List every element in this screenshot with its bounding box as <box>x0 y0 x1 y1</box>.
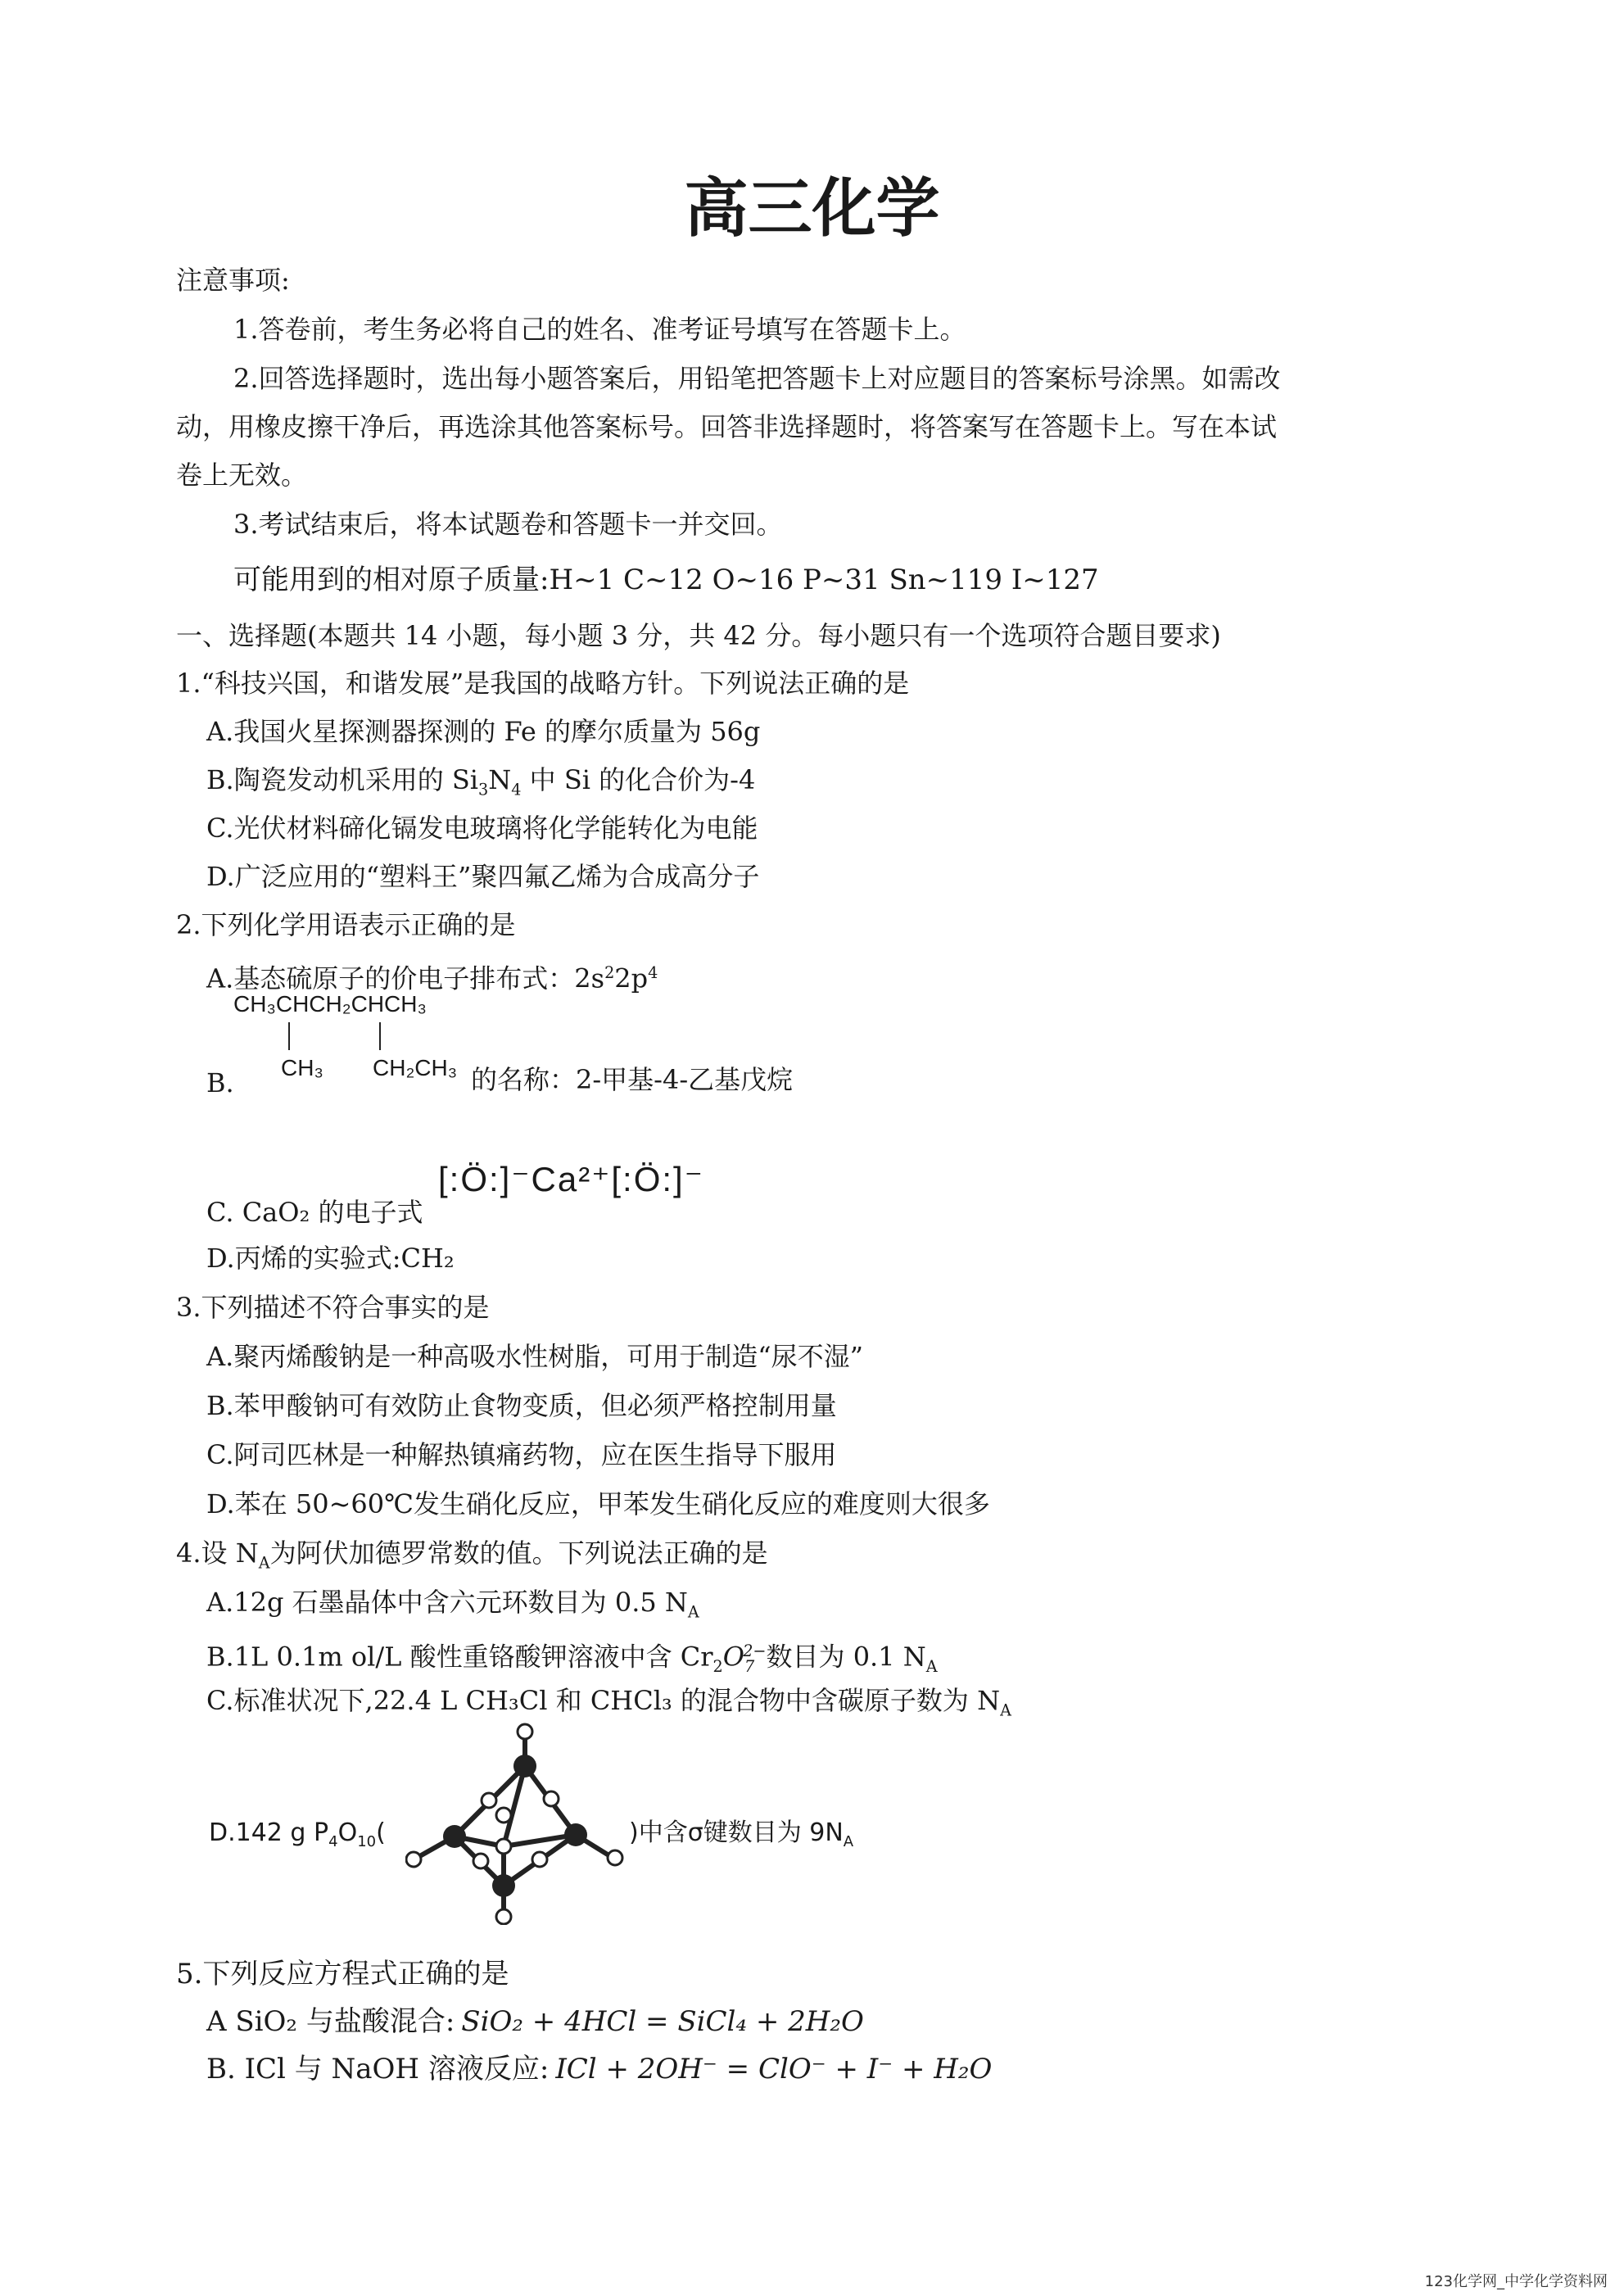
q4-option-c: C.标准状况下,22.4 L CH₃Cl 和 CHCl₃ 的混合物中含碳原子数为 $N_A$ <box>206 1685 1011 1720</box>
footer-watermark: 123化学网_中学化学资料网 <box>1424 2273 1608 2290</box>
section-heading: 一、选择题(本题共 14 小题，每小题 3 分，共 42 分。每小题只有一个选项符合题目要求) <box>176 620 1221 651</box>
q2-structure-bond-right <box>379 1022 381 1050</box>
q1-option-b: B.陶瓷发动机采用的 $Si_3N_4$ 中 Si 的化合价为-4 <box>206 764 756 799</box>
q1-option-c: C.光伏材料碲化镉发电玻璃将化学能转化为电能 <box>206 813 758 844</box>
q2-option-b-label: B. <box>206 1067 234 1098</box>
q2-option-c-electron-formula: [:Ö:]⁻Ca²⁺[:Ö:]⁻ <box>438 1160 704 1198</box>
q1-option-a: A.我国火星探测器探测的 Fe 的摩尔质量为 56g <box>206 716 761 747</box>
q4-option-b: B.1L 0.1m ol/L 酸性重铬酸钾溶液中含 $Cr_2O_7^{2-}$数目为 0.1 $N_A$ <box>206 1641 938 1677</box>
q2-option-a: A.基态硫原子的价电子排布式：$2s^22p^4$ <box>206 962 658 994</box>
q2-option-c-label: C. CaO₂ 的电子式 <box>206 1197 423 1228</box>
q1-stem: 1.“科技兴国，和谐发展”是我国的战略方针。下列说法正确的是 <box>176 668 910 699</box>
q3-option-a: A.聚丙烯酸钠是一种高吸水性树脂，可用于制造“尿不湿” <box>206 1341 864 1372</box>
p4o10-oxygen-atoms <box>406 1724 622 1924</box>
notice-item-2-end: 卷上无效。 <box>176 460 308 491</box>
notice-item-2: 2.回答选择题时，选出每小题答案后，用铅笔把答题卡上对应题目的答案标号涂黑。如需改 <box>233 363 1281 394</box>
q3-option-d: D.苯在 50~60℃发生硝化反应，甲苯发生硝化反应的难度则大很多 <box>206 1488 990 1519</box>
q4-stem: 4.设 $N_A$为阿伏加德罗常数的值。下列说法正确的是 <box>176 1537 768 1573</box>
q3-option-c: C.阿司匹林是一种解热镇痛药物，应在医生指导下服用 <box>206 1439 837 1470</box>
q2-option-b-text: 的名称：2-甲基-4-乙基戊烷 <box>471 1064 794 1095</box>
q2-stem: 2.下列化学用语表示正确的是 <box>176 909 516 940</box>
page-title: 高三化学 <box>684 172 940 246</box>
q4-option-d-post: )中含σ键数目为 $9N_A$ <box>629 1818 854 1850</box>
notice-item-2-cont: 动，用橡皮擦干净后，再选涂其他答案标号。回答非选择题时，将答案写在答题卡上。写在本试 <box>176 411 1278 442</box>
q3-option-b: B.苯甲酸钠可有效防止食物变质，但必须严格控制用量 <box>206 1390 837 1421</box>
q2-structure-branch-right: CH₂CH₃ <box>373 1055 458 1080</box>
notice-item-3: 3.考试结束后，将本试题卷和答题卡一并交回。 <box>233 509 783 540</box>
q4-option-d-pre: D.142 g $P_4O_{10}$( <box>209 1818 386 1850</box>
q2-structure-bond-left <box>288 1022 290 1050</box>
q1-option-d: D.广泛应用的“塑料王”聚四氟乙烯为合成高分子 <box>206 861 760 892</box>
q5-stem: 5.下列反应方程式正确的是 <box>176 1958 509 1990</box>
atomic-masses: 可能用到的相对原子质量:H~1 C~12 O~16 P~31 Sn~119 I~127 <box>233 564 1099 596</box>
q2-option-d: D.丙烯的实验式:CH₂ <box>206 1243 455 1274</box>
q2-structure-branch-left: CH₃ <box>281 1055 323 1080</box>
notice-item-1: 1.答卷前，考生务必将自己的姓名、准考证号填写在答题卡上。 <box>233 314 966 345</box>
q5-option-a: A SiO₂ 与盐酸混合: SiO₂ + 4HCl = SiCl₄ + 2H₂O <box>206 2005 864 2038</box>
q3-stem: 3.下列描述不符合事实的是 <box>176 1292 490 1323</box>
q5-option-b: B. ICl 与 NaOH 溶液反应: ICl + 2OH⁻ = ClO⁻ + I⁻ + H₂O <box>206 2053 993 2085</box>
q4-option-a: A.12g 石墨晶体中含六元环数目为 0.5 $N_A$ <box>206 1587 699 1622</box>
q2-structure-main-chain: CH₃CHCH₂CHCH₃ <box>233 991 427 1017</box>
p4o10-molecule-figure <box>405 1712 627 1925</box>
notice-heading: 注意事项: <box>176 265 290 296</box>
